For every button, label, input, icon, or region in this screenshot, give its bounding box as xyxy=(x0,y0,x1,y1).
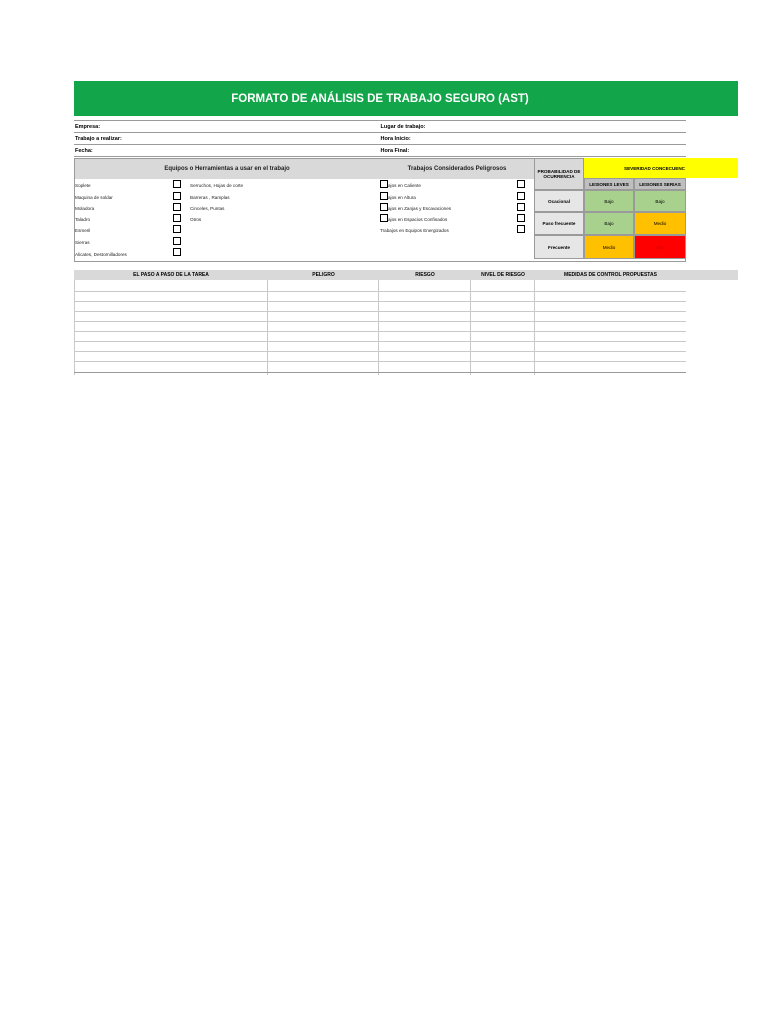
table-row[interactable] xyxy=(74,312,686,322)
column-header: RIESGO xyxy=(415,272,435,278)
sev-header xyxy=(584,158,738,178)
equipo-checkbox[interactable] xyxy=(173,203,181,211)
trabajo-checkbox[interactable] xyxy=(517,203,525,211)
trabajo-label: Trabajos en Equipos Energizados xyxy=(380,228,449,233)
trabajo-checkbox[interactable] xyxy=(380,214,388,222)
risk-cell: Bajo xyxy=(584,212,634,235)
col-leves: LESIONES LEVES xyxy=(584,178,634,190)
page-title: FORMATO DE ANÁLISIS DE TRABAJO SEGURO (AST) xyxy=(231,92,529,105)
table-row[interactable] xyxy=(74,302,686,312)
trabajo-checkbox[interactable] xyxy=(517,192,525,200)
info-row-1 xyxy=(74,120,686,132)
col-serias: LESIONES SERIAS xyxy=(634,178,686,190)
column-header: NIVEL DE RIESGO xyxy=(481,272,525,278)
title-bar xyxy=(74,81,738,116)
trabajo-label: ajos en Zanjas y Escavaciones xyxy=(388,206,452,211)
row-label: Paso frecuente xyxy=(534,212,584,235)
table-row[interactable] xyxy=(74,282,686,292)
info-row-3 xyxy=(74,144,686,157)
equipo-label: Moladora xyxy=(75,206,95,211)
info-section xyxy=(74,120,686,157)
table-row[interactable] xyxy=(74,363,686,373)
table-row[interactable] xyxy=(74,322,686,332)
equipo-checkbox[interactable] xyxy=(173,248,181,256)
trabajo-label: ajos en Altura xyxy=(388,195,416,200)
equipo-checkbox[interactable] xyxy=(173,214,181,222)
trabajo-checkbox[interactable] xyxy=(517,180,525,188)
hora-final-label: Hora Final: xyxy=(380,147,410,154)
risk-cell: Bajo xyxy=(584,190,634,212)
equipo-label: Otros xyxy=(190,217,202,222)
prob-header: PROBABILIDAD DE OCURRENCIA xyxy=(534,158,584,190)
risk-cell: Bajo xyxy=(634,190,686,212)
equipo-label: Taladro xyxy=(75,217,91,222)
table-row[interactable] xyxy=(74,332,686,342)
risk-cell: Medio xyxy=(584,235,634,259)
risk-cell: Medio xyxy=(634,212,686,235)
row-label: Ocacional xyxy=(534,190,584,212)
equipo-label: Maquina de soldar xyxy=(75,195,113,200)
equipo-label: Cinceles, Puntas xyxy=(190,206,225,211)
column-header: PELIGRO xyxy=(312,272,335,278)
trabajos-header: Trabajos Considerados Peligrosos xyxy=(379,159,535,179)
lugar-label: Lugar de trabajo: xyxy=(380,123,426,130)
trabajo-checkbox[interactable] xyxy=(380,180,388,188)
table-row[interactable] xyxy=(74,352,686,362)
row-label: Frecuente xyxy=(534,235,584,259)
equipos-header: Equipos o Herramientas a usar en el trabajo xyxy=(75,159,379,179)
equipo-checkbox[interactable] xyxy=(173,225,181,233)
equipo-checkbox[interactable] xyxy=(173,180,181,188)
trabajo-label: ajos en Caliente xyxy=(388,183,421,188)
equipo-checkbox[interactable] xyxy=(173,237,181,245)
risk-cell: Alto xyxy=(634,235,686,259)
hora-inicio-label: Hora Inicio: xyxy=(380,135,411,142)
table-header xyxy=(74,270,738,280)
info-row-2 xyxy=(74,132,686,144)
column-header: MEDIDAS DE CONTROL PROPUESTAS xyxy=(564,272,657,278)
equipo-label: Sierras xyxy=(75,240,90,245)
equipo-label: Alicates, Destornilladores xyxy=(75,252,127,257)
sev-header-text: SEVERIDAD CONCECUENC xyxy=(624,165,686,171)
column-header: EL PASO A PASO DE LA TAREA xyxy=(133,272,209,278)
trabajo-checkbox[interactable] xyxy=(380,203,388,211)
trabajo-checkbox[interactable] xyxy=(380,192,388,200)
equipo-checkbox[interactable] xyxy=(173,192,181,200)
table-row[interactable] xyxy=(74,342,686,352)
trabajo-label: ajos en Espacios Confinados xyxy=(388,217,448,222)
equipo-label: Soplete xyxy=(75,183,91,188)
table-row[interactable] xyxy=(74,292,686,302)
trabajo-label: Trabajo a realizar: xyxy=(75,135,122,142)
trabajo-checkbox[interactable] xyxy=(517,225,525,233)
equipo-label: Serruchos, Hojas de corte xyxy=(190,183,244,188)
fecha-label: Fecha: xyxy=(75,147,93,154)
equipo-label: Barreras , Ramplas xyxy=(190,195,230,200)
trabajo-checkbox[interactable] xyxy=(517,214,525,222)
equipo-label: Esmeril xyxy=(75,228,91,233)
empresa-label: Empresa: xyxy=(75,123,101,130)
